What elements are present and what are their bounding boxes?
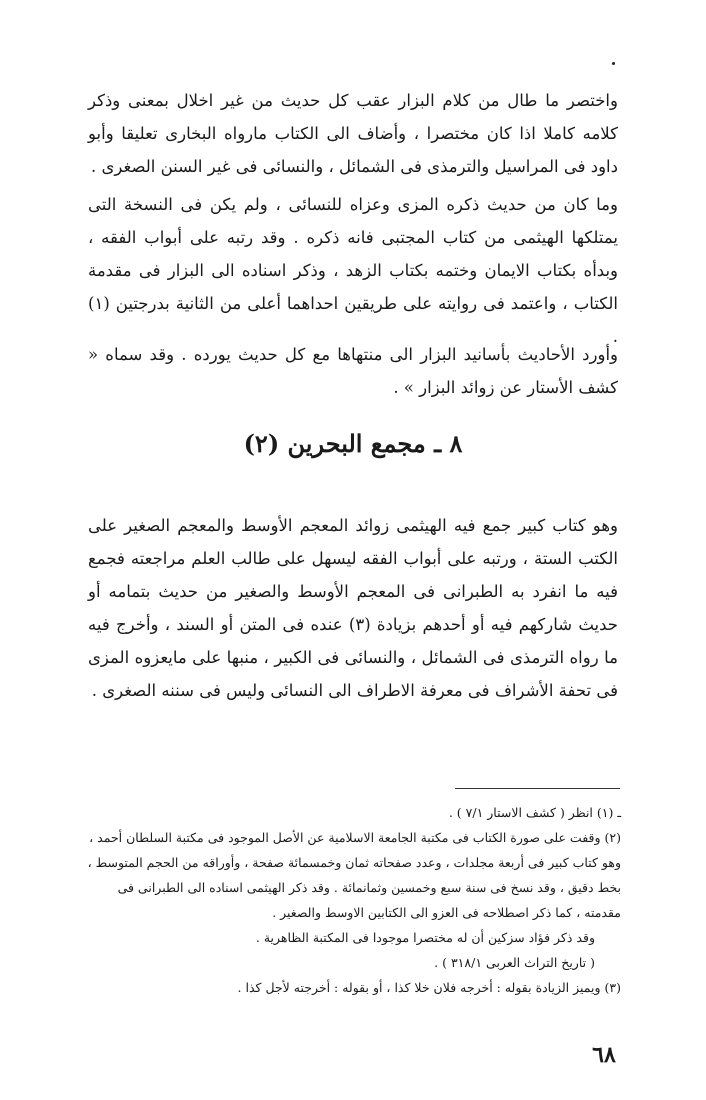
footnote-1: ـ (١) انظر ( كشف الاستار ٧/١ ) . [448, 805, 621, 820]
footnote-2-citation: ( تاريخ التراث العربى ٣١٨/١ ) . [434, 955, 595, 970]
paragraph-2: وما كان من حديث ذكره المزى وعزاه للنسائى ، ولم يكن فى النسخة التى يمتلكها الهيثمى من كتاب المجتبى فانه ذكره . وقد رتبه على أبواب الفقه ، وبدأه بكتاب الايمان وختمه بكتاب الزهد ، وذكر اسناده الى البزار فى مقدمة الكتاب ، واعتمد فى روايته على طريقين احداهما أعلى من الثانية بدرجتين (١) . [88, 195, 618, 346]
footnote-2-continuation: وقد ذكر فؤاد سزكين أن له مختصرا موجودا فى المكتبة الظاهرية . [255, 930, 595, 945]
footnote-2: (٢) وقفت على صورة الكتاب فى مكتبة الجامعة الاسلامية عن الأصل الموجود فى مكتبة السلطان أحمد ، وهو كتاب كبير فى أربعة مجلدات ، وعدد صفحاته ثمان وخمسمائة صفحة ، وأوراقه من الحجم المتوسط ، بخط دقيق ، وقد نسخ فى سنة سبع وخمسين وثمانمائة . وقد ذكر الهيثمى اسناده الى الطبرانى فى مقدمته ، كما ذكر اصطلاحه فى العزو الى الكتابين الاوسط والصغير . [87, 830, 621, 920]
margin-dot [612, 62, 615, 65]
paragraph-4: وهو كتاب كبير جمع فيه الهيثمى زوائد المعجم الأوسط والمعجم الصغير على الكتب الستة ، ورتبه على أبواب الفقه ليسهل على طالب العلم مراجعته فجمع فيه ما انفرد به الطبرانى فى المعجم الأوسط والصغير من حديث بتمامه أو حديث شاركهم فيه أو أحدهم بزيادة (٣) عنده فى المتن أو السند ، وأخرج فيه ما رواه الترمذى فى الشمائل ، والنسائى فى الكبير ، منبها على مايعزوه المزى فى تحفة الأشراف فى معرفة الاطراف الى النسائى وليس فى سننه الصغرى . [88, 516, 618, 700]
paragraph-3: وأورد الأحاديث بأسانيد البزار الى منتهاها مع كل حديث يورده . وقد سماه « كشف الأستار عن زوائد البزار » . [88, 345, 618, 397]
paragraph-1: واختصر ما طال من كلام البزار عقب كل حديث من غير اخلال بمعنى وذكر كلامه كاملا اذا كان مختصرا ، وأضاف الى الكتاب مارواه البخارى تعليقا وأبو داود فى المراسيل والترمذى فى الشمائل ، والنسائى فى غير السنن الصغرى . [88, 91, 618, 176]
page-number: ٦٨ [592, 1042, 616, 1068]
section-heading: ٨ ـ مجمع البحرين (٢) [243, 429, 463, 458]
footnote-divider [455, 788, 620, 789]
footnote-3: (٣) ويميز الزيادة بقوله : أخرجه فلان خلا كذا ، أو بقوله : أخرجته لأجل كذا . [237, 980, 621, 995]
footnotes [81, 800, 621, 1000]
